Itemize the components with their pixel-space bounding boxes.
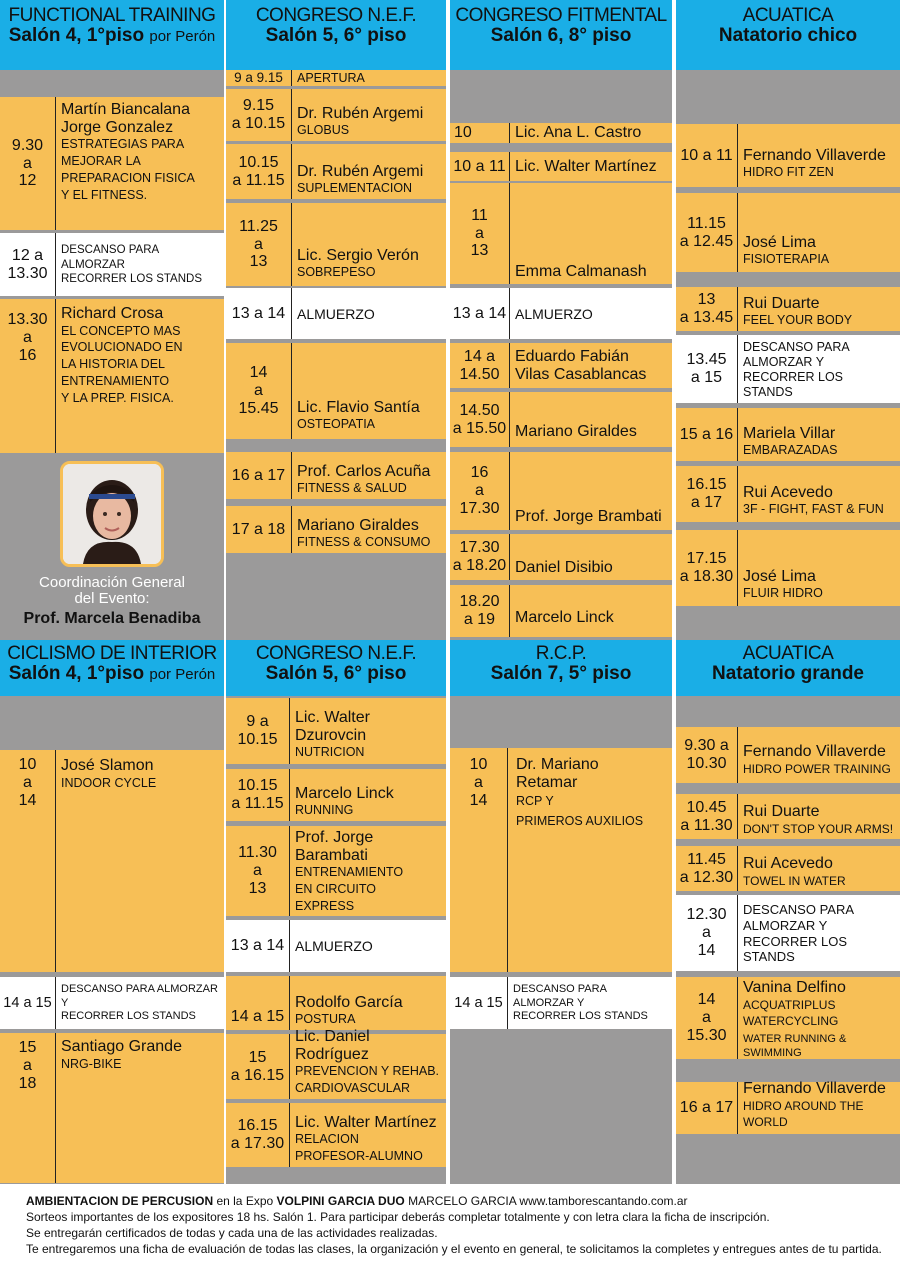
slot-time: 16 a 17.30	[450, 452, 510, 530]
slot-content	[510, 534, 672, 580]
slot-content	[290, 1028, 446, 1099]
slot-topic: DON'T STOP YOUR ARMS!	[743, 821, 894, 836]
schedule-slot	[226, 343, 446, 439]
slot-topic: OSTEOPATIA	[297, 417, 376, 432]
header-congreso-fitmental	[450, 0, 672, 70]
slot-speaker: José Lima	[743, 567, 816, 585]
schedule-slot-lunch	[226, 920, 446, 972]
slot-time: 13 a 14	[226, 288, 292, 339]
slot-time: 9 a 10.15	[226, 698, 290, 764]
slot-content	[510, 343, 672, 388]
slot-time: 14 a 14.50	[450, 343, 510, 388]
schedule-slot	[676, 846, 900, 891]
slot-time: 14 a 15.45	[226, 343, 292, 439]
schedule-slot	[0, 97, 224, 230]
coordination-label: Coordinación General del Evento:	[39, 574, 185, 607]
slot-time: 10 a 11	[676, 124, 738, 187]
slot-time: 10 a 11	[450, 152, 510, 181]
slot-speaker: José Lima	[743, 233, 816, 251]
schedule-slot	[226, 452, 446, 499]
slot-topic: RUNNING	[295, 803, 354, 818]
slot-content	[292, 288, 446, 339]
slot-speaker: Rui Acevedo	[743, 483, 833, 501]
slot-topic: ALMUERZO	[295, 938, 373, 955]
slot-time: 10.45 a 11.30	[676, 794, 738, 839]
slot-content	[290, 826, 446, 916]
slot-speaker: Prof. Jorge Barambati	[295, 829, 374, 864]
slot-speaker: Dr. Mariano Retamar	[516, 756, 599, 791]
schedule-slot	[450, 534, 672, 580]
slot-time: 10.15 a 11.15	[226, 144, 292, 199]
schedule-slot	[450, 343, 672, 388]
slot-time: 13.45 a 15	[676, 335, 738, 403]
schedule-slot	[450, 123, 672, 143]
schedule-slot	[226, 826, 446, 916]
slot-time: 14 a 15	[450, 977, 508, 1029]
slot-time: 17.15 a 18.30	[676, 530, 738, 606]
slot-topic: ALMUERZO	[297, 305, 375, 322]
schedule-slot	[676, 193, 900, 272]
slot-topic: SUPLEMENTACION	[297, 181, 413, 196]
slot-time: 13.30 a 16	[0, 299, 56, 453]
slot-content	[292, 203, 446, 286]
slot-content	[290, 769, 446, 821]
slot-content	[290, 698, 446, 764]
slot-content	[738, 727, 900, 783]
slot-content	[508, 977, 672, 1029]
slot-speaker: Rodolfo García	[295, 993, 403, 1011]
slot-speaker: Rui Duarte	[743, 294, 820, 312]
slot-content	[510, 183, 672, 284]
header-ciclismo-interior	[0, 640, 224, 696]
slot-content	[738, 794, 900, 839]
schedule-slot	[226, 144, 446, 199]
slot-topic: DESCANSO PARA ALMORZAR Y RECORRER LOS STANDS	[743, 339, 850, 399]
slot-topic: 3F - FIGHT, FAST & FUN	[743, 502, 884, 517]
footer-line-1: AMBIENTACION DE PERCUSION en la Expo VOLPINI GARCIA DUO MARCELO GARCIA www.tamborescantando.com.ar	[26, 1194, 688, 1208]
slot-topic: PREVENCION Y REHAB. CARDIOVASCULAR	[295, 1064, 440, 1096]
schedule-slot	[450, 183, 672, 284]
slot-content	[510, 123, 672, 143]
slot-content	[56, 1033, 224, 1183]
schedule-slot	[226, 1103, 446, 1167]
slot-content	[510, 152, 672, 181]
slot-content	[738, 124, 900, 187]
slot-topic: GLOBUS	[297, 123, 350, 138]
schedule-slot-break	[0, 233, 224, 296]
schedule-slot	[226, 769, 446, 821]
slot-topic: EL CONCEPTO MAS EVOLUCIONADO EN LA HISTORIA DEL ENTRENAMIENTO Y LA PREP. FISICA.	[61, 323, 183, 406]
schedule-slot-break	[450, 977, 672, 1029]
slot-topic: HIDRO POWER TRAINING	[743, 761, 891, 776]
slot-speaker: Fernando Villaverde	[743, 1080, 886, 1098]
schedule-slot	[676, 124, 900, 187]
slot-topic: HIDRO FIT ZEN	[743, 165, 834, 180]
schedule-slot	[226, 698, 446, 764]
slot-topic: FITNESS & SALUD	[297, 481, 407, 496]
slot-content	[56, 299, 224, 453]
schedule-slot	[0, 1033, 224, 1183]
header-sub: Salón 5, 6° piso	[265, 24, 407, 46]
slot-speaker: Richard Crosa	[61, 305, 164, 322]
coordinator-name: Prof. Marcela Benadiba	[23, 610, 201, 627]
slot-content	[510, 585, 672, 637]
slot-speaker: José Slamon	[61, 757, 154, 774]
schedule-slot-break	[676, 335, 900, 403]
slot-time: 10 a 14	[450, 748, 508, 972]
schedule-slot	[226, 89, 446, 141]
slot-speaker: Mariela Villar	[743, 424, 836, 442]
header-sub: Salón 4, 1°piso por Perón	[8, 24, 216, 46]
slot-content	[290, 976, 446, 1030]
slot-speaker: Lic. Walter Dzurovcin	[295, 708, 370, 744]
slot-speaker: Marcelo Linck	[295, 784, 394, 802]
slot-content	[738, 466, 900, 522]
slot-time: 13 a 14	[450, 288, 510, 339]
slot-time: 14 a 15	[0, 977, 56, 1029]
header-title: CICLISMO DE INTERIOR	[7, 643, 217, 664]
slot-time: 16.15 a 17	[676, 466, 738, 522]
header-acuatica-grande	[676, 640, 900, 696]
header-title: CONGRESO N.E.F.	[255, 5, 417, 26]
slot-speaker: Mariano Giraldes	[297, 516, 419, 534]
slot-speaker: Prof. Jorge Brambati	[515, 508, 662, 526]
slot-topic: NUTRICION	[295, 745, 365, 760]
footer-notes	[26, 1194, 886, 1258]
header-acuatica-chico	[676, 0, 900, 70]
header-sub: Salón 5, 6° piso	[265, 662, 407, 684]
slot-content	[292, 70, 446, 86]
slot-speaker: Santiago Grande	[61, 1038, 182, 1055]
slot-topic: RCP Y PRIMEROS AUXILIOS	[516, 794, 644, 829]
slot-speaker: Lic. Sergio Verón	[297, 246, 419, 264]
slot-speaker: Daniel Disibio	[515, 559, 613, 577]
slot-topic: APERTURA	[297, 70, 365, 85]
slot-content	[738, 530, 900, 606]
slot-time: 18.20 a 19	[450, 585, 510, 637]
schedule-slot	[676, 408, 900, 461]
slot-topic: HIDRO AROUND THE WORLD	[743, 1098, 864, 1129]
slot-topic: FISIOTERAPIA	[743, 252, 830, 267]
slot-content	[738, 846, 900, 891]
schedule-slot	[450, 748, 672, 972]
footer-line-4: Te entregaremos una ficha de evaluación de todas las clases, la organización y el evento en general, te solicitamos la completes y entregues antes de tu partida.	[26, 1241, 882, 1256]
slot-speaker: Lic. Flavio Santía	[297, 398, 420, 416]
header-title: ACUATICA	[742, 5, 834, 26]
schedule-slot	[226, 203, 446, 286]
schedule-slot	[450, 585, 672, 637]
slot-content	[56, 750, 224, 972]
slot-content	[292, 89, 446, 141]
slot-topic: EMBARAZADAS	[743, 443, 838, 458]
header-title: CONGRESO FITMENTAL	[455, 5, 667, 26]
slot-content	[510, 452, 672, 530]
slot-speaker: Eduardo Fabián Vilas Casablancas	[515, 348, 647, 383]
slot-topic: DESCANSO PARA ALMORZAR Y RECORRER LOS STANDS	[513, 982, 648, 1023]
header-title: FUNCTIONAL TRAINING	[8, 5, 216, 26]
slot-time: 10	[450, 123, 510, 143]
slot-time: 9 a 9.15	[226, 70, 292, 86]
slot-topic-2: WATER RUNNING & SWIMMING	[743, 1033, 847, 1059]
slot-content	[56, 97, 224, 230]
slot-topic: FLUIR HIDRO	[743, 586, 823, 601]
header-congreso-nef	[226, 0, 446, 70]
slot-speaker: Lic. Walter Martínez	[515, 158, 657, 176]
slot-speaker: Lic. Daniel Rodríguez	[295, 1028, 370, 1063]
header-rcp	[450, 640, 672, 696]
schedule-slot	[0, 750, 224, 972]
schedule-slot	[0, 299, 224, 453]
slot-time: 12.30 a 14	[676, 895, 738, 971]
slot-time: 9.30 a 10.30	[676, 727, 738, 783]
slot-time: 11.30 a 13	[226, 826, 290, 916]
slot-speaker: Lic. Walter Martínez	[295, 1113, 437, 1131]
slot-content	[56, 233, 224, 296]
header-sub: Natatorio chico	[718, 24, 858, 46]
slot-time: 16 a 17	[676, 1082, 738, 1134]
slot-content	[738, 193, 900, 272]
header-congreso-nef-2	[226, 640, 446, 696]
slot-topic: SOBREPESO	[297, 265, 376, 280]
slot-speaker: Fernando Villaverde	[743, 146, 886, 164]
slot-topic: DESCANSO PARA ALMORZAR Y RECORRER LOS STANDS	[61, 982, 218, 1023]
slot-time: 11.45 a 12.30	[676, 846, 738, 891]
slot-time: 15 a 16	[676, 408, 738, 461]
slot-time: 16.15 a 17.30	[226, 1103, 290, 1167]
slot-content	[738, 977, 900, 1059]
slot-content	[510, 392, 672, 447]
slot-topic: DESCANSO PARA ALMORZAR RECORRER LOS STANDS	[61, 244, 203, 286]
slot-time: 17.30 a 18.20	[450, 534, 510, 580]
slot-topic: FEEL YOUR BODY	[743, 313, 853, 328]
slot-topic: ESTRATEGIAS PARA MEJORAR LA PREPARACION FISICA Y EL FITNESS.	[61, 137, 195, 202]
header-functional-training	[0, 0, 224, 70]
footer-line-3: Se entregarán certificados de todas y cada una de las actividades realizadas.	[26, 1225, 438, 1240]
slot-time: 15 a 18	[0, 1033, 56, 1183]
slot-speaker: Marcelo Linck	[515, 609, 614, 627]
slot-time: 14.50 a 15.50	[450, 392, 510, 447]
slot-time: 11 a 13	[450, 183, 510, 284]
schedule-slot	[676, 1082, 900, 1134]
schedule-slot	[676, 794, 900, 839]
schedule-slot-lunch	[450, 288, 672, 339]
slot-speaker: Prof. Carlos Acuña	[297, 462, 431, 480]
slot-speaker: Martín Biancalana Jorge Gonzalez	[61, 101, 190, 136]
slot-content	[738, 408, 900, 461]
slot-content	[510, 288, 672, 339]
slot-topic: FITNESS & CONSUMO	[297, 535, 431, 550]
slot-time: 10.15 a 11.15	[226, 769, 290, 821]
slot-content	[738, 287, 900, 331]
schedule-slot	[450, 452, 672, 530]
slot-topic: TOWEL IN WATER	[743, 873, 846, 888]
schedule-slot	[676, 727, 900, 783]
schedule-slot	[676, 466, 900, 522]
slot-topic: INDOOR CYCLE	[61, 775, 157, 790]
schedule-slot	[450, 152, 672, 181]
slot-content	[738, 895, 900, 971]
slot-topic: NRG-BIKE	[61, 1056, 122, 1071]
slot-time: 12 a 13.30	[0, 233, 56, 296]
schedule-slot	[676, 530, 900, 606]
schedule-slot-lunch	[226, 288, 446, 339]
slot-content	[292, 343, 446, 439]
schedule-slot-break	[0, 977, 224, 1029]
header-title: CONGRESO N.E.F.	[255, 643, 417, 664]
slot-time: 16 a 17	[226, 452, 292, 499]
slot-speaker: Rui Duarte	[743, 803, 820, 821]
slot-speaker: Fernando Villaverde	[743, 743, 886, 761]
slot-topic: ACQUATRIPLUS WATERCYCLING	[743, 997, 839, 1029]
slot-speaker: Dr. Rubén Argemi	[297, 104, 424, 122]
footer-line-2: Sorteos importantes de los expositores 18 hs. Salón 1. Para participar deberás completar totalmente y con letra clara la ficha de inscripción.	[26, 1209, 770, 1224]
slot-content	[292, 506, 446, 553]
schedule-slot	[450, 392, 672, 447]
slot-speaker: Lic. Ana L. Castro	[515, 124, 642, 142]
schedule-slot	[226, 506, 446, 553]
slot-time: 14 a 15.30	[676, 977, 738, 1059]
slot-time: 13 a 13.45	[676, 287, 738, 331]
schedule-slot	[676, 287, 900, 331]
schedule-slot	[226, 976, 446, 1030]
slot-content	[290, 920, 446, 972]
slot-time: 15 a 16.15	[226, 1034, 290, 1099]
coordinator-photo	[60, 461, 164, 567]
slot-content	[738, 335, 900, 403]
slot-topic: ENTRENAMIENTO EN CIRCUITO EXPRESS	[295, 865, 404, 913]
slot-time: 11.25 a 13	[226, 203, 292, 286]
schedule-slot	[676, 977, 900, 1059]
schedule-slot-break	[676, 895, 900, 971]
slot-time: 13 a 14	[226, 920, 290, 972]
slot-content	[292, 452, 446, 499]
slot-content	[290, 1103, 446, 1167]
slot-time: 11.15 a 12.45	[676, 193, 738, 272]
slot-content	[508, 748, 672, 972]
slot-time: 14 a 15	[226, 976, 290, 1030]
slot-time: 9.30 a 12	[0, 97, 56, 230]
slot-topic: POSTURA	[295, 1012, 356, 1027]
schedule-slot	[226, 1028, 446, 1099]
header-sub: Salón 6, 8° piso	[490, 24, 632, 46]
slot-speaker: Dr. Rubén Argemi	[297, 162, 424, 180]
header-title: ACUATICA	[742, 643, 834, 664]
slot-speaker: Vanina Delfino	[743, 979, 846, 996]
header-sub: Natatorio grande	[711, 662, 865, 684]
slot-content	[292, 144, 446, 199]
slot-time: 17 a 18	[226, 506, 292, 553]
slot-topic: RELACION PROFESOR-ALUMNO	[295, 1132, 423, 1164]
slot-content	[738, 1082, 900, 1134]
header-sub: Salón 7, 5° piso	[490, 662, 632, 684]
slot-topic: ALMUERZO	[515, 305, 593, 322]
slot-speaker: Rui Acevedo	[743, 855, 833, 873]
slot-time: 9.15 a 10.15	[226, 89, 292, 141]
header-sub: Salón 4, 1°piso por Perón	[8, 662, 216, 684]
slot-time: 10 a 14	[0, 750, 56, 972]
schedule-slot	[226, 70, 446, 86]
slot-topic: DESCANSO PARA ALMORZAR Y RECORRER LOS STANDS	[743, 902, 855, 965]
header-title: R.C.P.	[535, 643, 587, 664]
slot-content	[56, 977, 224, 1029]
slot-speaker: Mariano Giraldes	[515, 423, 637, 441]
slot-speaker: Emma Calmanash	[515, 263, 647, 281]
